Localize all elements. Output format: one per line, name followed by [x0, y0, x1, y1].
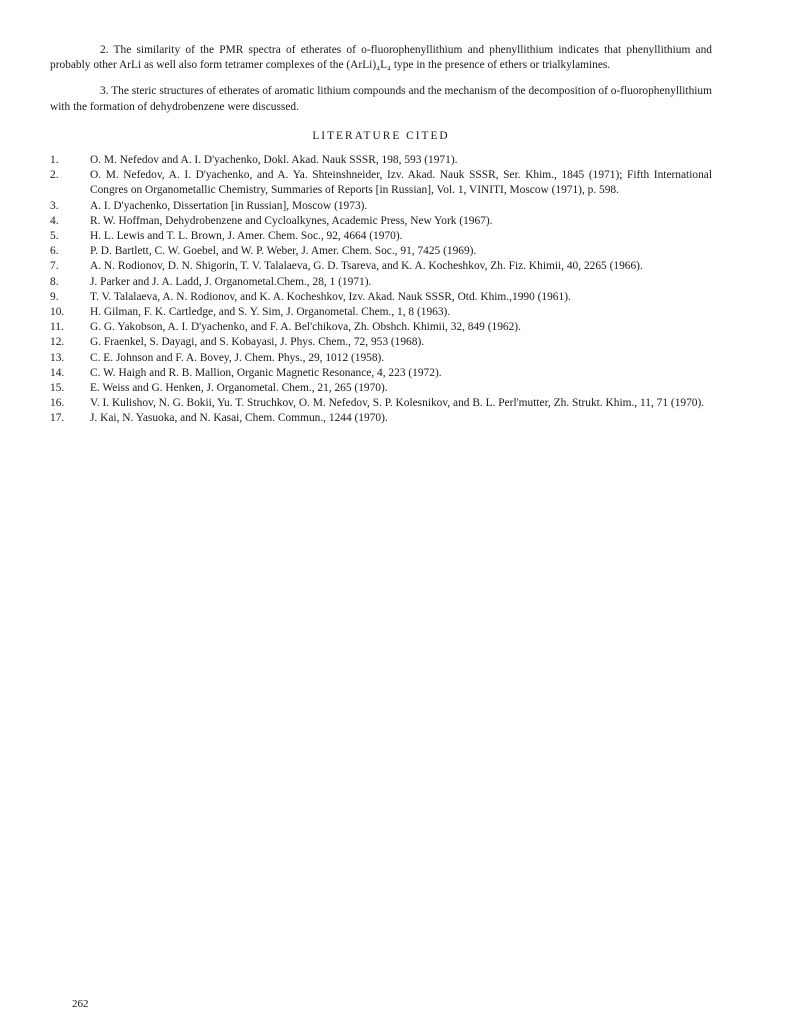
reference-number: 7.: [50, 260, 59, 273]
reference-number: 15.: [50, 382, 65, 395]
reference-item-8: [50, 275, 712, 290]
reference-text: T. V. Talalaeva, A. N. Rodionov, and K. A. Kocheshkov, Izv. Akad. Nauk SSSR, Otd. Khim.,1990 (1961).: [90, 290, 571, 303]
reference-number: 16.: [50, 397, 65, 410]
reference-list: [50, 153, 712, 427]
page-body: [50, 43, 712, 427]
reference-text: R. W. Hoffman, Dehydrobenzene and Cycloalkynes, Academic Press, New York (1967).: [90, 214, 493, 227]
literature-heading: LITERATURE CITED: [312, 129, 450, 142]
reference-number: 4.: [50, 214, 59, 227]
reference-number: 5.: [50, 230, 59, 243]
reference-item-17: [50, 411, 712, 426]
reference-number: 3.: [50, 199, 59, 212]
reference-number: 2.: [50, 169, 59, 182]
conclusion-paragraph-3: 3. The steric structures of etherates of aromatic lithium compounds and the mechanism of the decomposition of o-fluorophenyllithium with the formation of dehydrobenzene were discussed.: [50, 85, 712, 113]
reference-number: 17.: [50, 412, 65, 425]
reference-text: A. N. Rodionov, D. N. Shigorin, T. V. Talalaeva, G. D. Tsareva, and K. A. Kocheshkov, Zh. Fiz. Khimii, 40, 2265 (1966).: [90, 260, 643, 273]
reference-item-10: [50, 305, 712, 320]
reference-number: 6.: [50, 245, 59, 258]
reference-number: 1.: [50, 154, 59, 167]
reference-text: G. G. Yakobson, A. I. D'yachenko, and F. A. Bel'chikova, Zh. Obshch. Khimii, 32, 849 (1962).: [90, 321, 521, 334]
reference-number: 12.: [50, 336, 65, 349]
reference-item-11: [50, 320, 712, 335]
reference-number: 14.: [50, 366, 65, 379]
reference-item-6: [50, 244, 712, 259]
reference-text: J. Kai, N. Yasuoka, and N. Kasai, Chem. Commun., 1244 (1970).: [90, 412, 388, 425]
reference-text: P. D. Bartlett, C. W. Goebel, and W. P. Weber, J. Amer. Chem. Soc., 91, 7425 (1969).: [90, 245, 477, 258]
reference-item-16: [50, 396, 712, 411]
reference-text: A. I. D'yachenko, Dissertation [in Russian], Moscow (1973).: [90, 199, 368, 212]
reference-text: C. E. Johnson and F. A. Bovey, J. Chem. Phys., 29, 1012 (1958).: [90, 351, 385, 364]
reference-text: O. M. Nefedov, A. I. D'yachenko, and A. Ya. Shteinshneider, Izv. Akad. Nauk SSSR, Ser. Khim., 1845 (1971); Fifth International Congres on Organometallic Chemistry, Summaries of Reports [in Russian], Vol. 1, VINITI, Moscow (1971), p. 598.: [90, 169, 712, 197]
reference-number: 10.: [50, 306, 65, 319]
reference-item-14: [50, 366, 712, 381]
reference-item-12: [50, 335, 712, 350]
reference-text: G. Fraenkel, S. Dayagi, and S. Kobayasi, J. Phys. Chem., 72, 953 (1968).: [90, 336, 425, 349]
reference-item-9: [50, 290, 712, 305]
reference-text: H. L. Lewis and T. L. Brown, J. Amer. Chem. Soc., 92, 4664 (1970).: [90, 230, 403, 243]
reference-number: 13.: [50, 351, 65, 364]
reference-item-4: [50, 214, 712, 229]
reference-text: C. W. Haigh and R. B. Mallion, Organic Magnetic Resonance, 4, 223 (1972).: [90, 366, 442, 379]
page-number: 262: [72, 998, 89, 1010]
reference-number: 9.: [50, 290, 59, 303]
reference-item-5: [50, 229, 712, 244]
reference-number: 11.: [50, 321, 64, 334]
reference-item-3: [50, 199, 712, 214]
reference-text: V. I. Kulishov, N. G. Bokii, Yu. T. Struchkov, O. M. Nefedov, S. P. Kolesnikov, and B. L. Perl'mutter, Zh. Strukt. Khim., 11, 71 (1970).: [90, 397, 705, 410]
reference-text: H. Gilman, F. K. Cartledge, and S. Y. Sim, J. Organometal. Chem., 1, 8 (1963).: [90, 306, 451, 319]
reference-item-2: [50, 168, 712, 198]
reference-item-15: [50, 381, 712, 396]
reference-text: J. Parker and J. A. Ladd, J. Organometal.Chem., 28, 1 (1971).: [90, 275, 372, 288]
conclusion-paragraph-2: 2. The similarity of the PMR spectra of etherates of o-fluorophenyllithium and phenyllithium indicates that phenyllithium and probably other ArLi as well also form tetramer complexes of the (ArLi)₄L₄ type in the presence of ethers or trialkylamines.: [50, 44, 712, 72]
reference-number: 8.: [50, 275, 59, 288]
reference-item-13: [50, 351, 712, 366]
reference-text: E. Weiss and G. Henken, J. Organometal. Chem., 21, 265 (1970).: [90, 382, 388, 395]
reference-text: O. M. Nefedov and A. I. D'yachenko, Dokl. Akad. Nauk SSSR, 198, 593 (1971).: [90, 154, 458, 167]
reference-item-1: [50, 153, 712, 168]
reference-item-7: [50, 259, 712, 274]
